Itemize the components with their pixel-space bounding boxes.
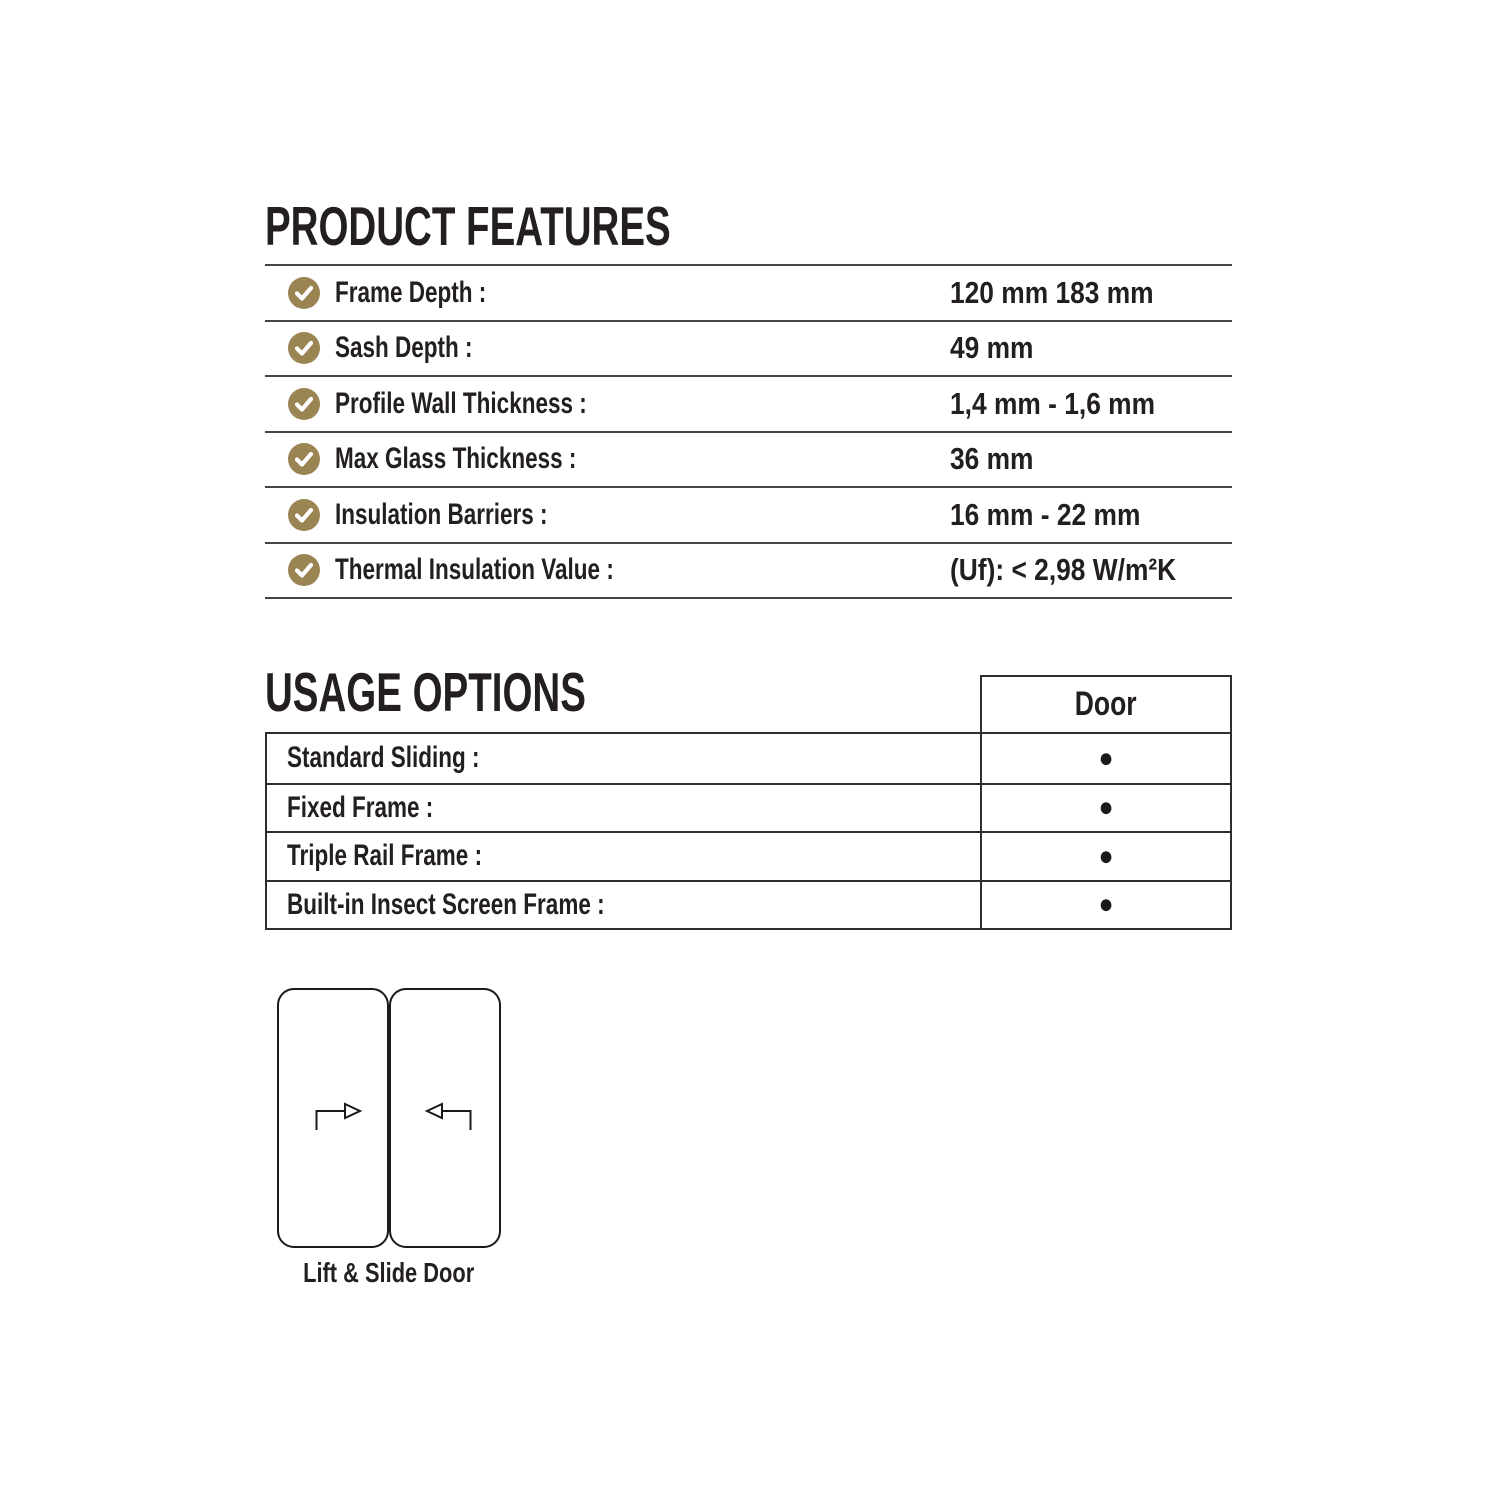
slide-right-arrow-icon [315, 1102, 363, 1132]
feature-value: 49 mm [950, 330, 1034, 366]
feature-label: Frame Depth : [335, 275, 487, 309]
check-circle-icon [288, 277, 320, 309]
feature-value: (Uf): < 2,98 W/m²K [950, 552, 1177, 588]
feature-row [265, 431, 1232, 487]
feature-label: Insulation Barriers : [335, 497, 548, 531]
feature-value: 1,4 mm - 1,6 mm [950, 385, 1156, 421]
usage-options-title-text: USAGE OPTIONS [265, 661, 586, 723]
usage-door-cell [980, 734, 1230, 783]
check-circle-icon [288, 388, 320, 420]
usage-door-cell [980, 833, 1230, 880]
usage-row [267, 831, 1230, 880]
feature-value: 16 mm - 22 mm [950, 496, 1141, 532]
feature-label: Max Glass Thickness : [335, 442, 577, 476]
usage-label: Fixed Frame : [287, 790, 434, 824]
diagram-caption: Lift & Slide Door [303, 1257, 475, 1288]
check-circle-icon [288, 332, 320, 364]
feature-label: Profile Wall Thickness : [335, 386, 587, 420]
check-circle-icon [288, 499, 320, 531]
feature-row [265, 542, 1232, 598]
usage-row [267, 783, 1230, 832]
check-circle-icon [288, 554, 320, 586]
usage-column-header-door: Door [980, 675, 1232, 734]
feature-label: Thermal Insulation Value : [335, 553, 614, 587]
feature-row [265, 486, 1232, 542]
feature-value: 36 mm [950, 441, 1034, 477]
check-circle-icon [288, 443, 320, 475]
usage-door-cell [980, 882, 1230, 929]
usage-door-cell [980, 785, 1230, 832]
usage-row [267, 734, 1230, 783]
product-features-title-text: PRODUCT FEATURES [265, 195, 671, 257]
slide-left-arrow-icon [424, 1102, 472, 1132]
usage-label: Triple Rail Frame : [287, 839, 483, 873]
usage-label: Standard Sliding : [287, 741, 480, 775]
feature-row [265, 264, 1232, 320]
filled-dot-icon: ● [1098, 742, 1114, 774]
filled-dot-icon: ● [1098, 791, 1114, 823]
product-features-table [265, 264, 1232, 599]
product-features-title [265, 195, 845, 257]
feature-row [265, 375, 1232, 431]
usage-row [267, 880, 1230, 929]
usage-label: Built-in Insect Screen Frame : [287, 887, 605, 921]
filled-dot-icon: ● [1098, 888, 1114, 920]
feature-label: Sash Depth : [335, 331, 473, 365]
feature-row [265, 320, 1232, 376]
feature-value: 120 mm 183 mm [950, 274, 1154, 310]
usage-options-table [265, 732, 1232, 930]
filled-dot-icon: ● [1098, 840, 1114, 872]
usage-options-title [265, 661, 723, 723]
